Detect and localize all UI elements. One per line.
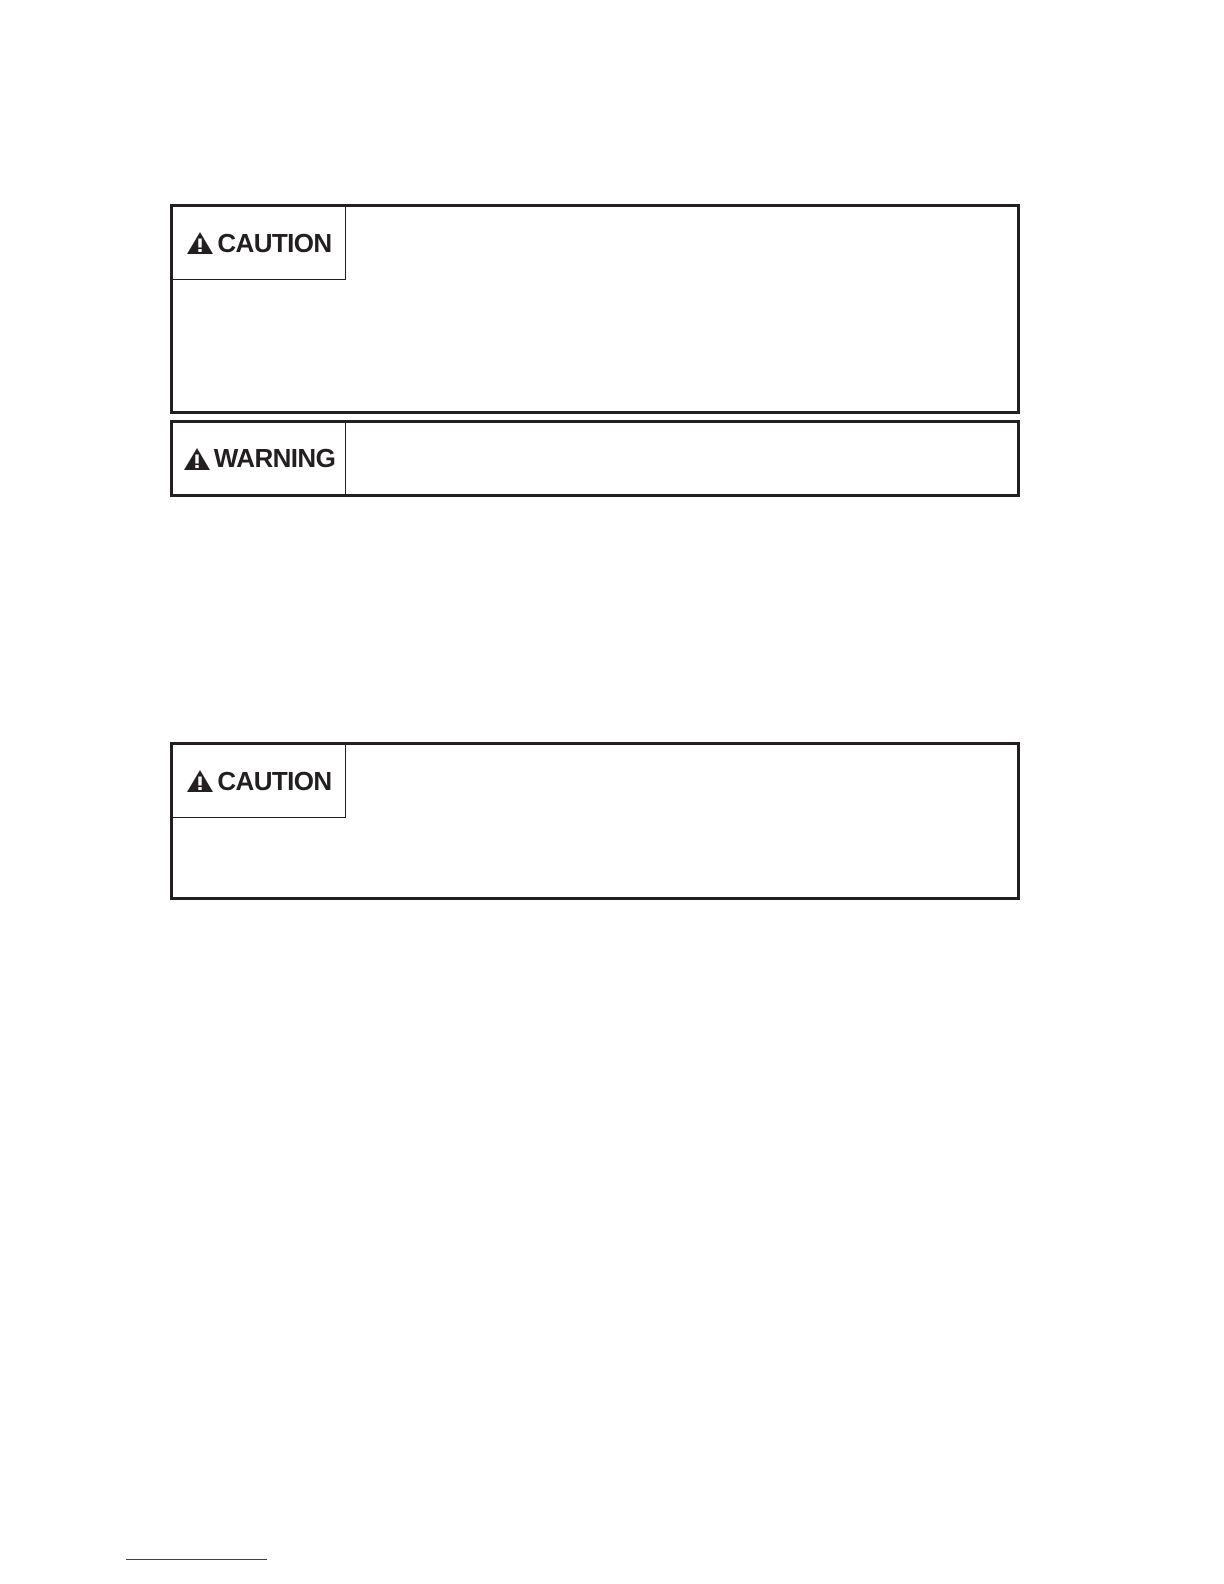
caution-label (173, 745, 346, 818)
signal-word: CAUTION (217, 765, 332, 796)
warning-triangle-icon (186, 769, 214, 793)
caution-notice-box (170, 204, 1020, 414)
caution-label (173, 207, 346, 280)
warning-notice-box (170, 420, 1020, 497)
warning-triangle-icon (183, 447, 211, 471)
warning-label (173, 423, 346, 494)
signal-word: CAUTION (217, 227, 332, 258)
signal-word: WARNING (213, 443, 336, 473)
warning-triangle-icon (186, 231, 214, 255)
caution-notice-box (170, 742, 1020, 900)
footer-rule (126, 1559, 267, 1560)
